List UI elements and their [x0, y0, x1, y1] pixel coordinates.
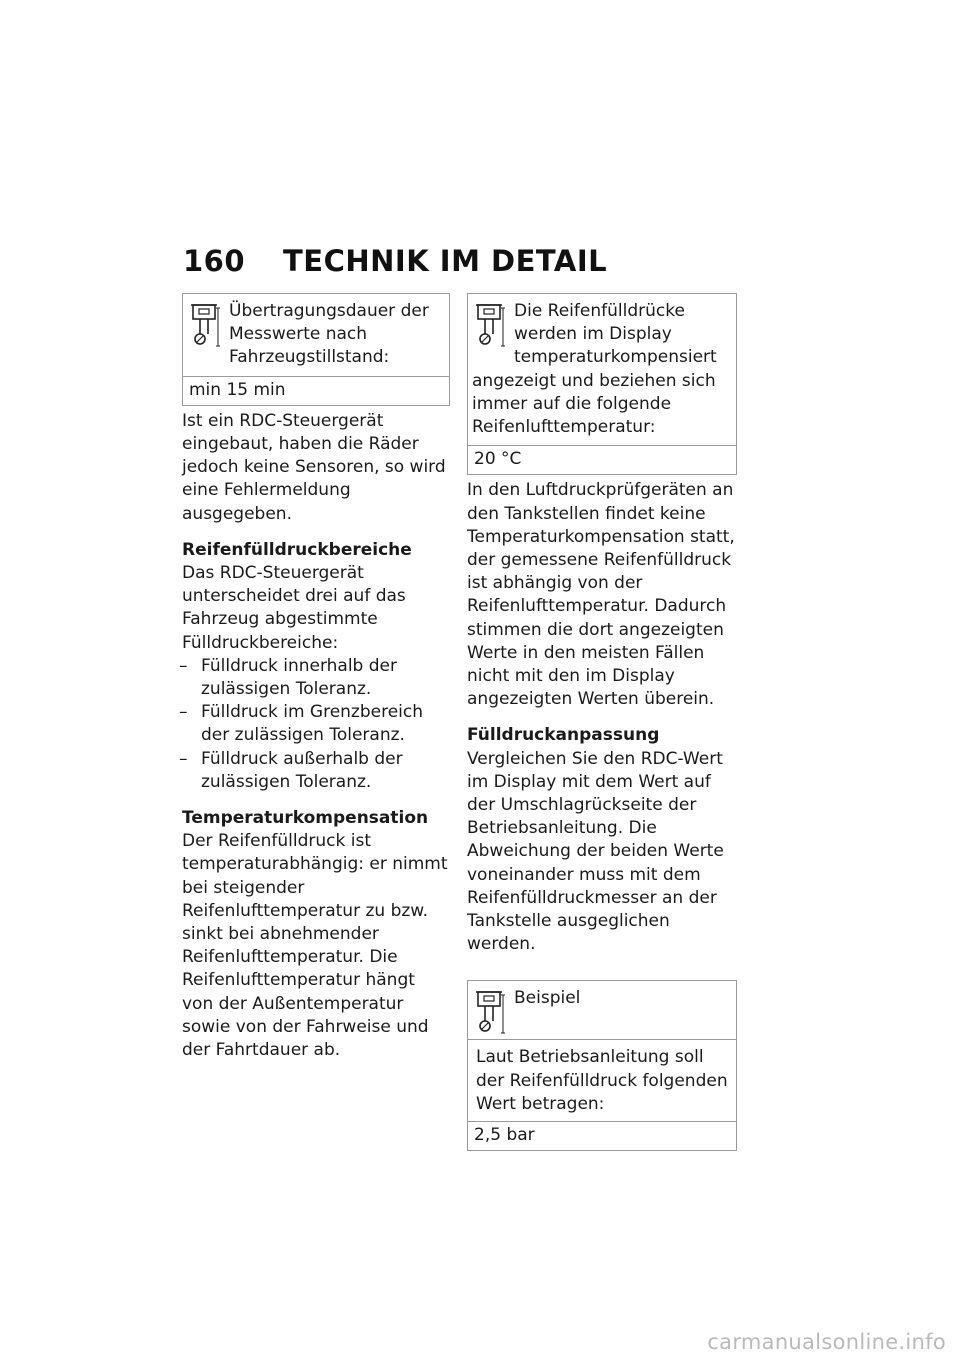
page-header: [183, 244, 607, 278]
paragraph-rdc-no-sensors: Ist ein RDC-Steuergerät eingebaut, haben die Räder jedoch keine Sensoren, so wird eine Fehlermeldung ausgegeben.: [182, 410, 446, 524]
list-marker: –: [179, 748, 188, 769]
note-icon: [472, 302, 506, 350]
heading-temperature-compensation: Temperaturkompensation: [182, 808, 429, 829]
note-text: Die Reifenfülldrücke werden im Display temperaturkompensiert angezeigt und beziehen sich immer auf die folgende Reifenlufttemperatur:: [472, 301, 717, 438]
page-title: TECHNIK IM DETAIL: [283, 244, 608, 278]
paragraph-temperature-compensation: Der Reifenfülldruck ist temperaturabhängig: er nimmt bei steigender Reifenlufttemperatur zu bzw. sinkt bei abnehmender Reifenlufttemperatur. Die Reifenlufttemperatur hängt von der Außentemperatur sowie von der Fahrweise und der Fahrtdauer ab.: [182, 831, 448, 1061]
page-number: 160: [183, 244, 246, 278]
footer-watermark: carmanualsonline.info: [707, 1330, 946, 1354]
list-marker: –: [179, 655, 188, 676]
heading-pressure-adjustment: Fülldruckanpassung: [467, 725, 660, 746]
list-item: – Fülldruck außerhalb der zulässigen Toleranz.: [179, 748, 403, 792]
example-header: [468, 981, 736, 1039]
note-box-header: [468, 294, 736, 445]
paragraph-gas-station-gauges: In den Luftdruckprüfgeräten an den Tankstellen findet keine Temperaturkompensation statt, der gemessene Reifenfülldruck ist abhängig von der Reifenlufttemperatur. Dadurch stimmen die dort angezeigten Werte in den meisten Fällen nicht mit den im Display angezeigten Werten überein.: [467, 480, 735, 710]
left-column: [179, 293, 450, 1062]
paragraph-pressure-adjustment: Vergleichen Sie den RDC-Wert im Display mit dem Wert auf der Umschlagrückseite der Betriebsanleitung. Die Abweichung der beiden Werte voneinander muss mit dem Reifenfülldruckmesser an der Tankstelle ausgeglichen werden.: [467, 748, 724, 955]
pressure-range-list: [179, 655, 450, 794]
heading-pressure-ranges: Reifenfülldruckbereiche: [182, 539, 412, 560]
example-box: [467, 980, 737, 1151]
note-box-transfer-time: [182, 293, 450, 406]
note-text: Übertragungsdauer der Messwerte nach Fahrzeugstillstand:: [229, 301, 429, 368]
note-box-display-temperature: [467, 293, 737, 475]
right-column: [467, 293, 737, 1151]
example-value: 2,5 bar: [468, 1121, 736, 1150]
list-item: – Fülldruck innerhalb der zulässigen Toleranz.: [179, 655, 397, 700]
paragraph-pressure-ranges: Das RDC-Steuergerät unterscheidet drei auf das Fahrzeug abgestimmte Fülldruckbereiche:: [182, 563, 406, 653]
list-marker: –: [179, 702, 188, 723]
example-text: Laut Betriebsanleitung soll der Reifenfülldruck folgenden Wert betragen:: [468, 1039, 736, 1121]
note-icon: [472, 989, 506, 1037]
list-item: – Fülldruck im Grenzbereich der zulässigen Toleranz.: [179, 702, 424, 746]
note-value: 20 °C: [468, 445, 736, 474]
note-box-header: [183, 294, 449, 376]
note-icon: [187, 302, 221, 350]
example-title: Beispiel: [514, 988, 581, 1009]
note-value: min 15 min: [183, 376, 449, 405]
